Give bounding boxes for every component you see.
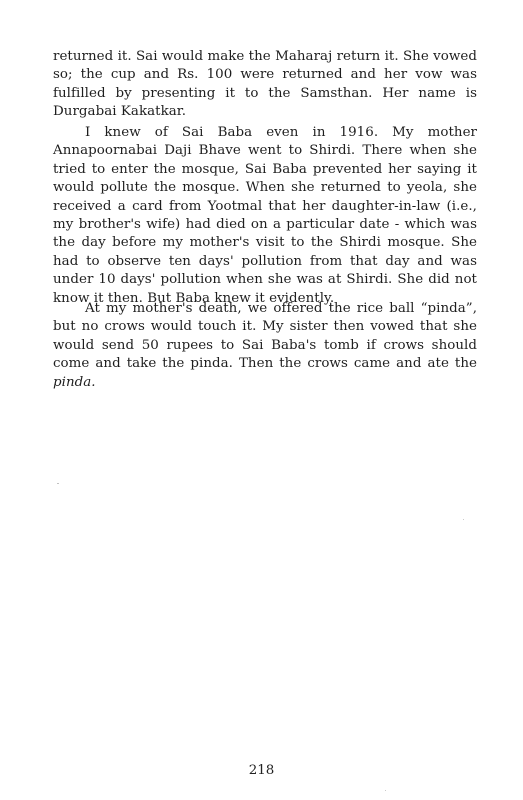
scan-speck	[463, 519, 464, 520]
paragraph-1: returned it. Sai would make the Maharaj return it. She vowed so; the cup and Rs. 100 were returned and her vow was fulfilled by presenting it to the Samsthan. Her name is Durgabai Kakatkar.	[53, 49, 477, 120]
scan-speck	[57, 483, 59, 484]
paragraph-3-text: At my mother's death, we offered the rice ball “pinda”, but no crows would touch it. My sister then vowed that she would send 50 rupees to Sai Baba's tomb if crows should come and take the pinda. Then the crows came and ate the	[53, 301, 477, 372]
page-number: 218	[248, 763, 275, 778]
scan-speck	[385, 790, 386, 791]
paragraph-3	[53, 300, 477, 392]
paragraph-2: I knew of Sai Baba even in 1916. My mother Annapoornabai Daji Bhave went to Shirdi. There when she tried to enter the mosque, Sai Baba prevented her saying it would pollute the mosque. When she returned to yeola, she received a card from Yootmal that her daughter-in-law (i.e., my brother's wife) had died on a particular date - which was the day before my mother's visit to the Shirdi mosque. She had to observe ten days' pollution from that day and was under 10 days' pollution when she was at Shirdi. She did not know it then. But Baba knew it evidently.	[53, 125, 477, 306]
paragraph-3-italic-word: pinda.	[53, 374, 96, 390]
